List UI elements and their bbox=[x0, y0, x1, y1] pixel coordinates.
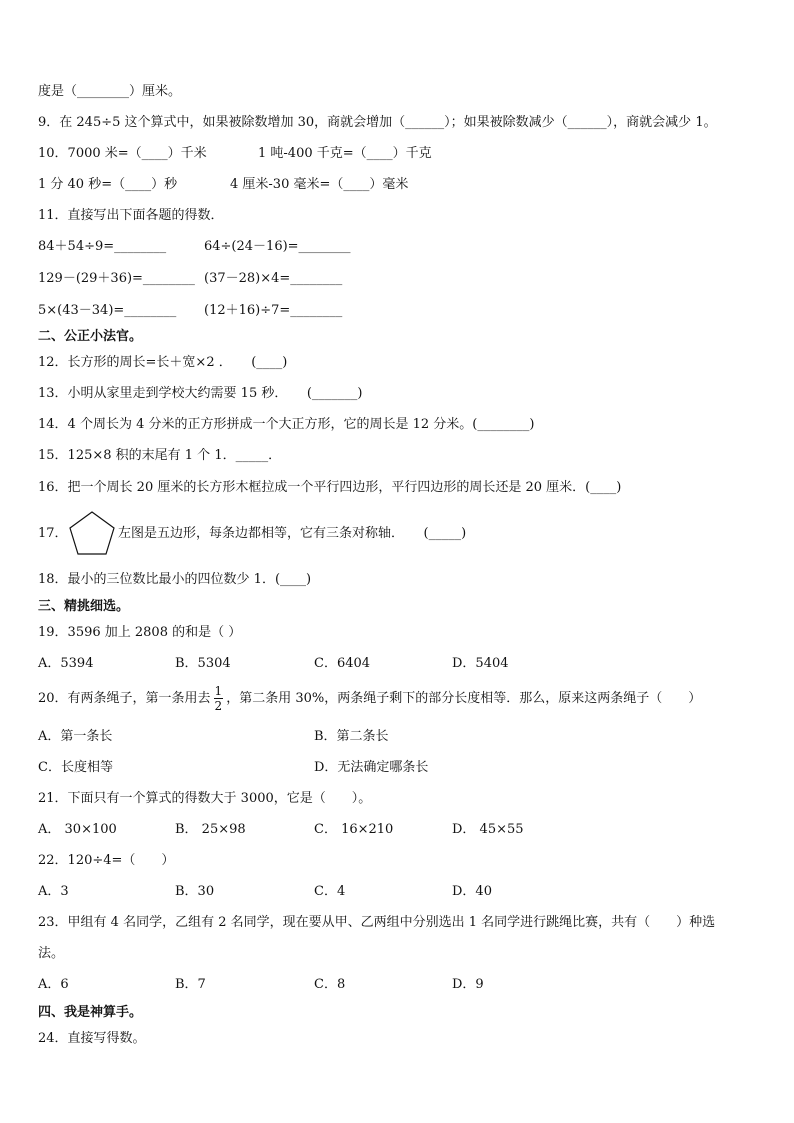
option-23-a: A．6 bbox=[38, 977, 69, 992]
question-21: 21．下面只有一个算式的得数大于 3000，它是（ ）。 bbox=[38, 791, 372, 806]
question-24: 24．直接写得数。 bbox=[38, 1031, 146, 1046]
option-19-d: D．5404 bbox=[452, 656, 509, 671]
question-20 bbox=[38, 683, 701, 715]
option-21-b: B． 25×98 bbox=[175, 822, 246, 837]
question-22: 22．120÷4=（ ） bbox=[38, 853, 175, 868]
question-9: 9．在 245÷5 这个算式中，如果被除数增加 30，商就会增加（______）；如果被除数减少（______），商就会减少 1。 bbox=[38, 115, 717, 130]
fraction-numerator: 1 bbox=[214, 684, 223, 698]
section-2-title: 二、公正小法官。 bbox=[38, 329, 143, 344]
option-22-b: B．30 bbox=[175, 884, 215, 899]
question-13: 13．小明从家里走到学校大约需要 15 秒． (_______) bbox=[38, 386, 363, 401]
question-10-c: 1 分 40 秒=（____）秒 bbox=[38, 177, 178, 192]
calc-11-b: 64÷(24－16)=________ bbox=[204, 239, 351, 254]
fraction-one-half bbox=[214, 684, 224, 713]
option-23-c: C．8 bbox=[314, 977, 346, 992]
option-23-d: D．9 bbox=[452, 977, 484, 992]
calc-11-e: 5×(43－34)=________ bbox=[38, 303, 177, 318]
question-10-d: 4 厘米-30 毫米=（____）毫米 bbox=[230, 177, 409, 192]
option-21-c: C． 16×210 bbox=[314, 822, 394, 837]
option-20-d: D．无法确定哪条长 bbox=[314, 760, 429, 775]
fraction-denominator: 2 bbox=[214, 699, 223, 713]
question-14: 14．4 个周长为 4 分米的正方形拼成一个大正方形，它的周长是 12 分米。(________) bbox=[38, 417, 535, 432]
section-4-title: 四、我是神算手。 bbox=[38, 1005, 143, 1020]
q8-continuation: 度是（________）厘米。 bbox=[38, 84, 182, 99]
option-20-a: A．第一条长 bbox=[38, 729, 113, 744]
question-10-b: 1 吨-400 千克=（____）千克 bbox=[258, 146, 432, 161]
section-3-title: 三、精挑细选。 bbox=[38, 599, 130, 614]
option-22-d: D．40 bbox=[452, 884, 492, 899]
calc-11-d: (37－28)×4=________ bbox=[204, 271, 343, 286]
question-10-a: 10．7000 米=（____）千米 bbox=[38, 146, 207, 161]
question-20-part1: 20．有两条绳子，第一条用去 bbox=[38, 691, 211, 706]
option-19-b: B．5304 bbox=[175, 656, 231, 671]
option-23-b: B．7 bbox=[175, 977, 206, 992]
question-18: 18．最小的三位数比最小的四位数少 1．(____) bbox=[38, 572, 312, 587]
calc-11-a: 84＋54÷9=________ bbox=[38, 239, 167, 254]
question-17: 左图是五边形，每条边都相等，它有三条对称轴． (_____) bbox=[118, 526, 467, 541]
question-17-number: 17． bbox=[38, 526, 68, 541]
option-19-c: C．6404 bbox=[314, 656, 371, 671]
option-21-a: A． 30×100 bbox=[38, 822, 117, 837]
question-11: 11．直接写出下面各题的得数． bbox=[38, 208, 224, 223]
question-19: 19．3596 加上 2808 的和是（ ） bbox=[38, 625, 242, 640]
question-16: 16．把一个周长 20 厘米的长方形木框拉成一个平行四边形，平行四边形的周长还是 20 厘米．(____) bbox=[38, 480, 622, 495]
question-23-continuation: 法。 bbox=[38, 946, 65, 961]
pentagon-figure bbox=[68, 510, 116, 556]
question-15: 15．125×8 积的末尾有 1 个 1．_____． bbox=[38, 448, 282, 463]
question-20-part2: ，第二条用 30%，两条绳子剩下的部分长度相等．那么，原来这两条绳子（ ） bbox=[226, 691, 702, 706]
calc-11-c: 129－(29＋36)=________ bbox=[38, 271, 195, 286]
question-12: 12．长方形的周长=长＋宽×2 ． (____) bbox=[38, 355, 288, 370]
option-22-c: C．4 bbox=[314, 884, 346, 899]
option-21-d: D． 45×55 bbox=[452, 822, 524, 837]
option-20-b: B．第二条长 bbox=[314, 729, 389, 744]
calc-11-f: (12＋16)÷7=________ bbox=[204, 303, 343, 318]
question-23: 23．甲组有 4 名同学，乙组有 2 名同学，现在要从甲、乙两组中分别选出 1 名同学进行跳绳比赛，共有（ ）种选 bbox=[38, 915, 716, 930]
option-19-a: A．5394 bbox=[38, 656, 94, 671]
option-20-c: C．长度相等 bbox=[38, 760, 113, 775]
option-22-a: A．3 bbox=[38, 884, 69, 899]
